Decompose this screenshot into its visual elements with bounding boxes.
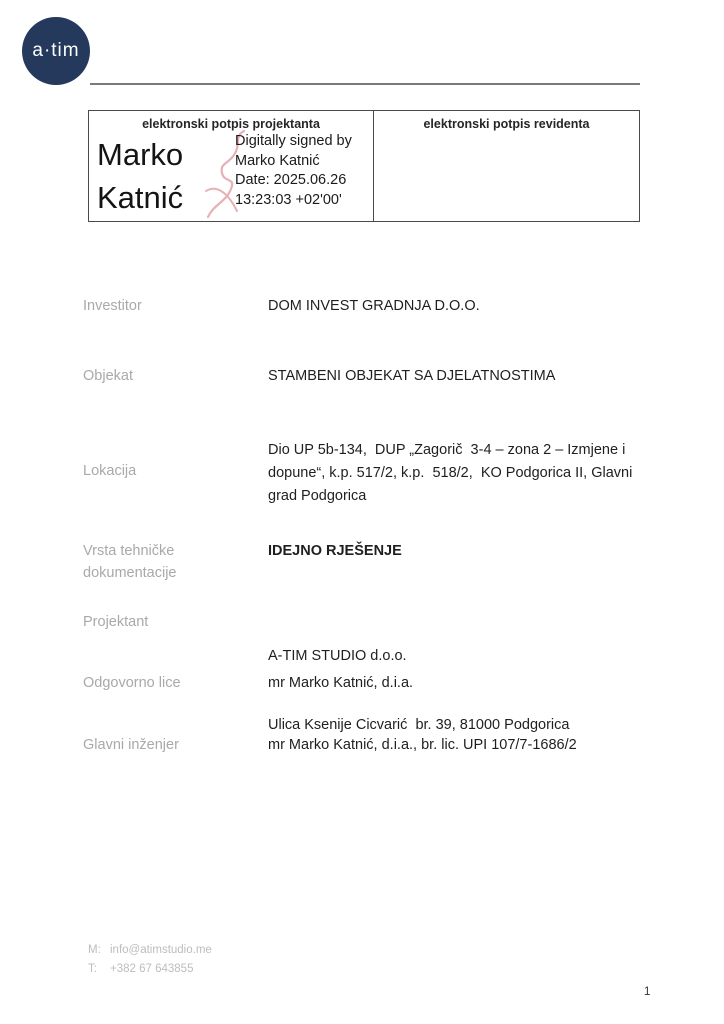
footer-email-row	[88, 941, 212, 960]
page-number: 1	[644, 986, 651, 998]
field-value-vrsta-dokumentacije: IDEJNO RJEŠENJE	[268, 543, 402, 559]
signature-details-line4: 13:23:03 +02'00'	[235, 191, 342, 208]
signature-details	[235, 132, 352, 210]
field-label-projektant: Projektant	[83, 614, 149, 630]
footer-email: info@atimstudio.me	[110, 944, 212, 956]
signer-name-line1: Marko	[97, 137, 184, 172]
field-value-lokacija: Dio UP 5b-134, DUP „Zagorič 3-4 – zona 2 – Izmjene i dopune“, k.p. 517/2, k.p. 518/2, KO Podgorica II, Glavni grad Podgorica	[268, 442, 637, 504]
signature-details-line3: Date: 2025.06.26	[235, 172, 347, 188]
signer-name	[97, 133, 183, 219]
header-rule	[90, 83, 640, 85]
signer-name-line2: Katnić	[97, 180, 184, 215]
field-label-investitor: Investitor	[83, 298, 142, 314]
atim-logo	[22, 17, 90, 85]
field-label-vrsta-dokumentacije: Vrsta tehničke dokumentacije	[83, 543, 177, 581]
field-label-glavni-inzenjer: Glavni inženjer	[83, 737, 179, 753]
footer-contact	[88, 941, 212, 979]
field-label-lokacija: Lokacija	[83, 463, 137, 479]
signature-details-line1: Digitally signed by	[235, 133, 352, 149]
footer-email-label: M:	[88, 944, 101, 956]
signature-cell-revident	[374, 111, 639, 221]
projektant-name: A-TIM STUDIO d.o.o.	[268, 648, 407, 664]
field-label-objekat: Objekat	[83, 368, 133, 384]
projektant-signature-header: elektronski potpis projektanta	[142, 117, 320, 131]
field-label-odgovorno-lice: Odgovorno lice	[83, 675, 181, 691]
field-value-glavni-inzenjer: mr Marko Katnić, d.i.a., br. lic. UPI 107/7-1686/2	[268, 737, 577, 753]
signature-details-line2: Marko Katnić	[235, 152, 320, 169]
footer-phone: +382 67 643855	[110, 963, 194, 975]
footer-phone-label: T:	[88, 963, 97, 975]
revident-signature-header: elektronski potpis revidenta	[423, 117, 590, 131]
field-value-investitor: DOM INVEST GRADNJA D.O.O.	[268, 298, 480, 314]
field-value-odgovorno-lice: mr Marko Katnić, d.i.a.	[268, 675, 414, 691]
projektant-address: Ulica Ksenije Cicvarić br. 39, 81000 Podgorica	[268, 717, 570, 733]
atim-logo-text: a·tim	[32, 40, 80, 61]
footer-phone-row	[88, 960, 212, 979]
field-value-objekat: STAMBENI OBJEKAT SA DJELATNOSTIMA	[268, 368, 556, 384]
signature-table	[88, 110, 640, 222]
signature-cell-projektant	[89, 111, 374, 221]
